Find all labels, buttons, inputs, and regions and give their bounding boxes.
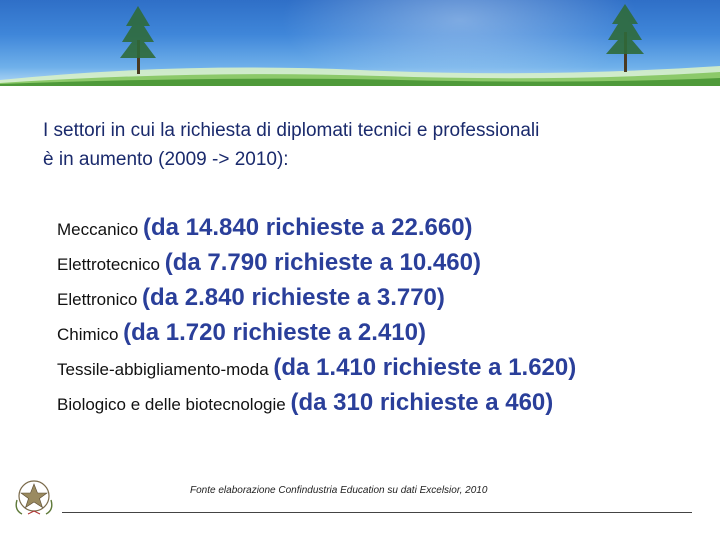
sector-name: Meccanico (57, 220, 143, 239)
list-item (57, 385, 576, 420)
footer-divider (62, 512, 692, 513)
sector-name: Chimico (57, 325, 124, 344)
header-banner (0, 0, 720, 86)
heading-line-2: è in aumento (2009 -> 2010): (43, 149, 289, 170)
sector-range: (da 310 richieste a 460) (290, 389, 554, 416)
sector-name: Biologico e delle biotecnologie (57, 395, 291, 414)
slide-heading (43, 116, 693, 174)
list-item (57, 315, 576, 350)
sector-name: Elettronico (57, 290, 143, 309)
sector-name: Tessile-abbigliamento-moda (57, 360, 274, 379)
list-item (57, 245, 576, 280)
landscape-illustration (0, 0, 720, 86)
list-item (57, 350, 576, 385)
tree-icon-left (120, 6, 156, 74)
sector-range: (da 14.840 richieste a 22.660) (142, 214, 473, 241)
ministry-emblem-icon (8, 476, 60, 536)
heading-line-1: I settori in cui la richiesta di diplomati tecnici e professionali (43, 120, 540, 141)
sector-list (57, 210, 576, 420)
sector-name: Elettrotecnico (57, 255, 165, 274)
sector-range: (da 1.720 richieste a 2.410) (123, 319, 426, 346)
sector-range: (da 7.790 richieste a 10.460) (164, 249, 481, 276)
source-note: Fonte elaborazione Confindustria Education su dati Excelsior, 2010 (190, 485, 488, 496)
list-item (57, 280, 576, 315)
list-item (57, 210, 576, 245)
tree-icon-right (606, 4, 644, 72)
sector-range: (da 2.840 richieste a 3.770) (142, 284, 445, 311)
sector-range: (da 1.410 richieste a 1.620) (273, 354, 577, 381)
